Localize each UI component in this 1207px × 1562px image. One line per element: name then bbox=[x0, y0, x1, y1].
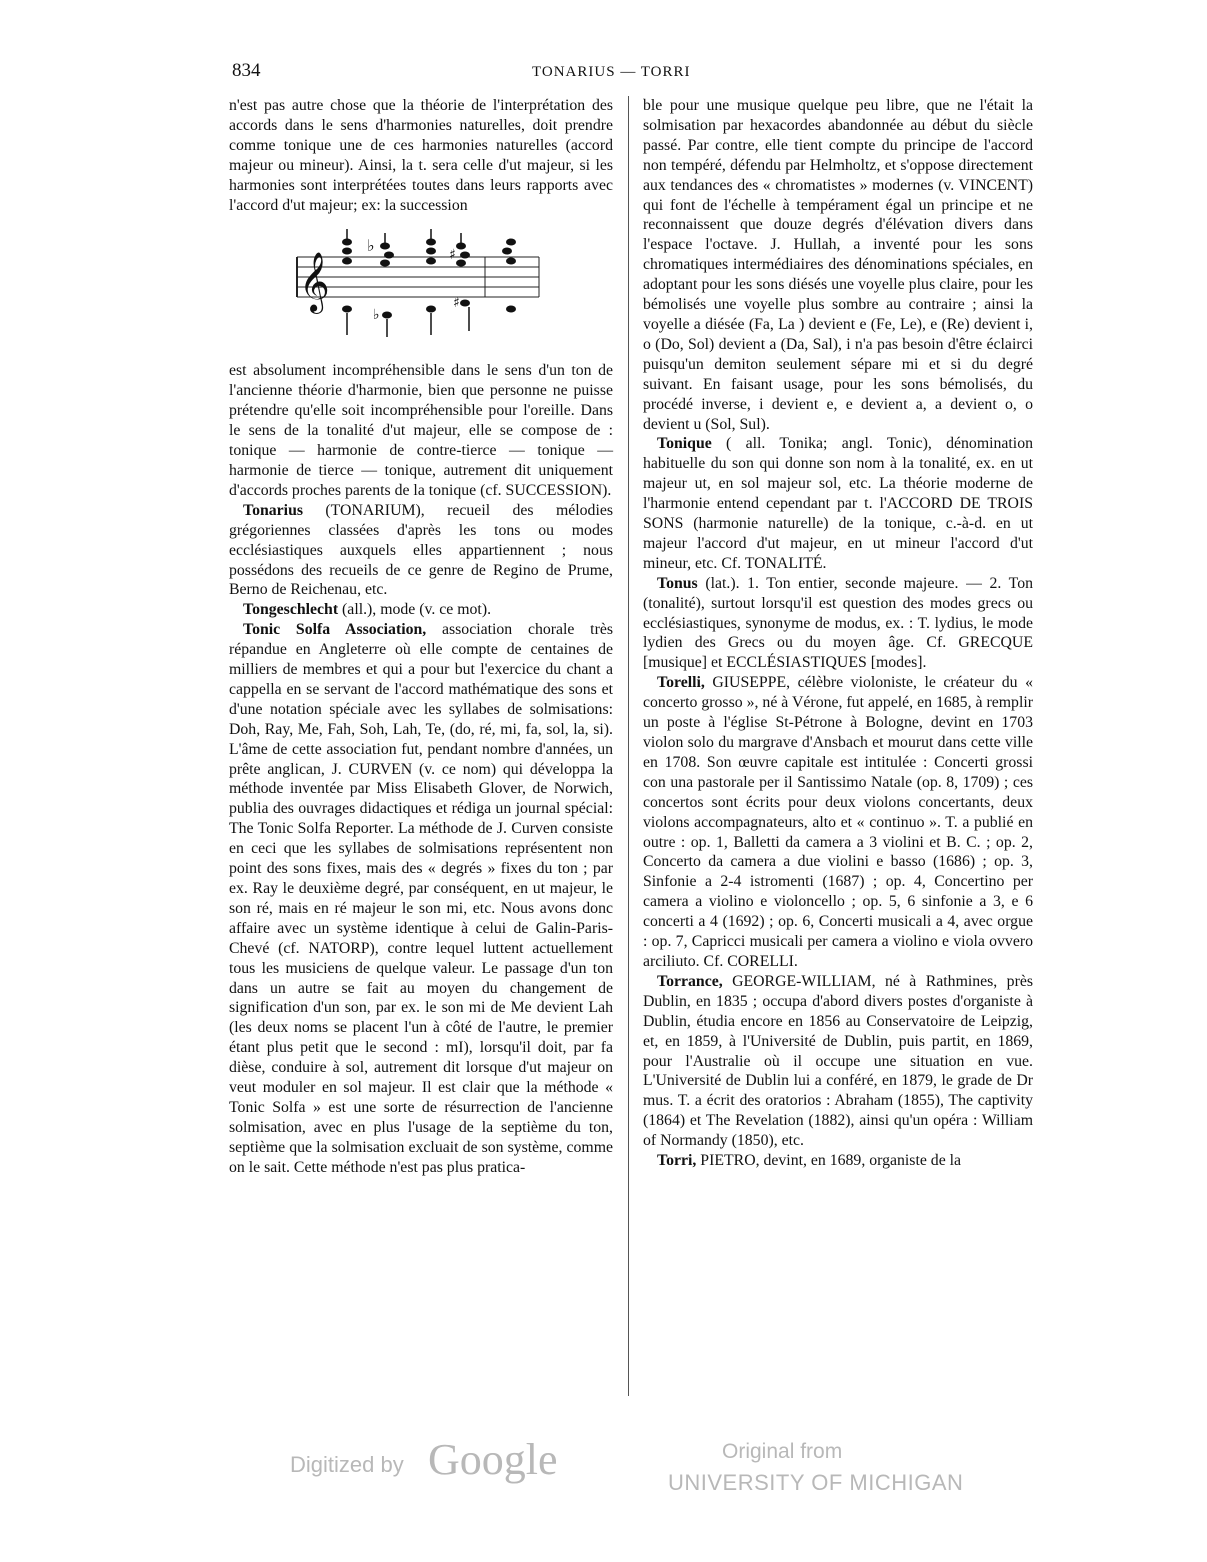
digitized-by-text: Digitized by bbox=[290, 1452, 404, 1477]
headword-tonus: Tonus bbox=[657, 574, 698, 592]
headword-torri: Torri, bbox=[657, 1152, 697, 1170]
column-divider bbox=[628, 96, 629, 1396]
digitization-watermark bbox=[0, 1430, 1207, 1510]
entry-tonus bbox=[643, 574, 1033, 674]
entry-torelli bbox=[643, 673, 1033, 972]
headword-tonic-solfa: Tonic Solfa Association, bbox=[243, 621, 427, 639]
entry-tonus-body: (lat.). 1. Ton entier, seconde majeure. — 2. Ton (tonalité), surtout lorsqu'il est question des modes grecs ou ecclésiastiques, synonyme de modus, ex. : T. lydius, le mode lydien des Grecs ou du moyen âge. Cf. GRECQUE [musique] et ECCLÉSIASTIQUES [modes]. bbox=[643, 574, 1033, 672]
svg-text:♯: ♯ bbox=[453, 295, 460, 312]
entry-tonic-solfa-body: association chorale très répandue en Angleterre où elle compte de centaines de milliers de membres et qui a pour but l'exercice du chant a cappella en se servant de l'accord mathématique des sons et d'une notation spéciale avec les syllabes de solmisations: Doh, Ray, Me, Fah, Soh, Lah, Te, (do, ré, mi, fa, sol, la, si). L'âme de cette association fut, pendant nombre d'années, un prête anglican, J. CURVEN (v. ce nom) qui développa la méthode inventée par Miss Elisabeth Glover, de Norwich, publia des ouvrages didactiques et rédiga un journal spécial: The Tonic Solfa Reporter. La méthode de J. Curven consiste en ceci que les syllabes de solmisations représentent non point des sons fixes, mais des « degrés » fixes du ton ; par ex. Ray le deuxième degré, par conséquent, en ut majeur, le son ré, mais en ré majeur le son mi, etc. Nous avons donc affaire avec un système identique à celui de Galin-Paris-Chevé (cf. NATORP), contre lequel luttent actuellement tous les musiciens de quelque valeur. Le passage d'un ton dans un autre se fait au moyen du changement de signification d'un son, par ex. le son mi de Me devient Lah (les deux noms se placent l'un à côté de l'autre, le premier étant plus petit que le second : mI), lorsqu'il doit, par fa dièse, conduire à sol, autrement dit lorsque d'ut majeur on veut moduler en sol majeur. Il est clair que la méthode « Tonic Solfa » est une sorte de résurrection de l'ancienne solmisation, avec en plus l'usage de la septième du ton, septième que la solmisation excluait de son système, comme on le sait. Cette méthode n'est pas plus pratica- bbox=[229, 621, 613, 1176]
entry-tonarius-body: (TONARIUM), recueil des mélodies grégoriennes classées d'après les tons ou modes ecclésiastiques auxquels elles appartiennent ; nous possédons des recueils de ce genre de Regino de Prume, Berno de Reichenau, etc. bbox=[229, 501, 613, 599]
entry-torri bbox=[643, 1151, 1033, 1171]
entry-torelli-body: GIUSEPPE, célèbre violoniste, le créateur du « concerto grosso », né à Vérone, fut appelé, en 1685, à remplir un poste à l'église St-Pétrone à Bologne, devint en 1703 violon solo du margrave d'Ansbach et mourut dans cette ville en 1708. Son œuvre capitale est intitulée : Concerti grossi con una pastorale per il Santissimo Natale (op. 8, 1709) ; ces concertos sont écrits pour deux violons concertants, deux violons accompagnateurs, alto et « continuo ». T. a publié en outre : op. 1, Balletti da camera a 3 violini et B. C. ; op. 2, Concerto da camera a due violini e basso (1686) ; op. 3, Sinfonie a 2-4 istromenti (1687) ; op. 4, Concertino per camera a violino e violoncello ; op. 5, 6 sinfonie a 3, e 6 concerti a 4 (1692) ; op. 6, Concerti musicali a 4, avec orgue : op. 7, Capricci musicali per camera a violino e viola ovvero arciliuto. Cf. CORELLI. bbox=[643, 674, 1033, 970]
paragraph-tonalite-continued: n'est pas autre chose que la théorie de l'interprétation des accords dans le sens d'harmonies naturelles, doit prendre comme tonique une de ces harmonies naturelles (accord majeur ou mineur). Ainsi, la t. sera celle d'ut majeur, si les harmonies sont interprétées toutes dans leurs rapports avec l'accord d'ut majeur; ex: la succession bbox=[229, 97, 613, 214]
entry-tonique-body: ( all. Tonika; angl. Tonic), dénomination habituelle du son qui donne son nom à la tonalité, ex. en ut majeur ut, en sol majeur sol, etc. La théorie moderne de l'harmonie entend cependant par t. l'ACCORD DE TROIS SONS (harmonie naturelle) de la tonique, c.-à-d. en ut majeur l'accord d'ut majeur, en ut mineur l'accord d'ut mineur, etc. Cf. TONALITÉ. bbox=[643, 435, 1033, 572]
svg-text:♭: ♭ bbox=[367, 236, 375, 256]
entry-torrance-body: GEORGE-WILLIAM, né à Rathmines, près Dublin, en 1835 ; occupa d'abord divers postes d'organiste à Dublin, étudia encore en 1856 au Conservatoire de Leipzig, et, en 1859, à l'Université de Dublin, puis partit, en 1869, pour l'Australie où il occupe une situation en vue. L'Université de Dublin lui a conféré, en 1879, le grade de Dr mus. T. a écrit des oratorios : Abraham (1855), The captivity (1864) et The Revelation (1882), ainsi qu'un opéra : William of Normandy (1850), etc. bbox=[643, 972, 1033, 1150]
google-logo: Google bbox=[428, 1435, 558, 1484]
right-column bbox=[643, 96, 1033, 1171]
university-name: UNIVERSITY OF MICHIGAN bbox=[668, 1470, 964, 1495]
entry-tonique bbox=[643, 434, 1033, 573]
paragraph-solfa-continued: ble pour une musique quelque peu libre, que ne l'était la solmisation par hexacordes abandonnée au début du siècle passé. Par contre, elle tient compte du principe de l'accord non tempéré, défendu par Helmholtz, et s'oppose directement aux tendances des « chromatistes » modernes (v. VINCENT) qui font de l'échelle à tempérament égal un principe et ne reconnaissent que douze degrés d'élévation divers dans l'espace l'octave. J. Hullah, a inventé pour les sons chromatiques intermédiaires des dénominations spéciales, en adoptant pour les sons diésés une voyelle plus claire, pour les bémolisés une voyelle plus sombre au contraire ; ainsi la voyelle a diésée (Fa, La ) devient e (Fe, Le), e (Re) devient i, o (Do, Sol) devient a (Da, Sal), i n'a pas besoin d'être éclairci puisqu'un demiton seulement sépare mi et si du degré suivant. En faisant usage, pour les sons bémolisés, du procédé inverse, i devient e, e devient a, a devient o, o devient u (Sol, Sul). bbox=[643, 97, 1033, 433]
headword-tonarius: Tonarius bbox=[243, 501, 304, 519]
note-stems bbox=[347, 229, 469, 337]
headword-tonique: Tonique bbox=[657, 435, 712, 453]
treble-clef-icon: 𝄞 bbox=[299, 252, 330, 313]
entry-tongeschlecht bbox=[229, 600, 613, 620]
original-from-text: Original from bbox=[722, 1440, 843, 1463]
page-number: 834 bbox=[232, 60, 261, 81]
svg-text:♯: ♯ bbox=[449, 247, 456, 264]
entry-torri-body: PIETRO, devint, en 1689, organiste de la bbox=[696, 1152, 962, 1170]
entry-tonarius bbox=[229, 501, 613, 601]
staff-lines bbox=[297, 257, 539, 297]
music-notation-example bbox=[289, 227, 559, 347]
entry-tongeschlecht-body: (all.), mode (v. ce mot). bbox=[338, 601, 492, 619]
left-column bbox=[229, 96, 613, 1178]
paragraph-succession: est absolument incompréhensible dans le sens d'un ton de l'ancienne théorie d'harmonie, bien que personne ne puisse prétendre qu'elle soit incompréhensible pour l'oreille. Dans le sens de la tonalité d'ut majeur, elle se compose de : tonique — harmonie de contre-tierce — tonique — harmonie de tierce — tonique, autrement dit uniquement d'accords proches parents de la tonique (cf. SUCCESSION). bbox=[229, 362, 613, 499]
page-header bbox=[226, 60, 1026, 88]
headword-tongeschlecht: Tongeschlecht bbox=[243, 601, 339, 619]
accidentals bbox=[367, 236, 460, 323]
headword-torelli: Torelli, bbox=[657, 674, 705, 692]
headword-torrance: Torrance, bbox=[657, 972, 723, 990]
entry-tonic-solfa bbox=[229, 620, 613, 1177]
svg-text:♭: ♭ bbox=[373, 307, 380, 324]
running-title: TONARIUS — TORRI bbox=[532, 64, 691, 80]
entry-torrance bbox=[643, 972, 1033, 1151]
